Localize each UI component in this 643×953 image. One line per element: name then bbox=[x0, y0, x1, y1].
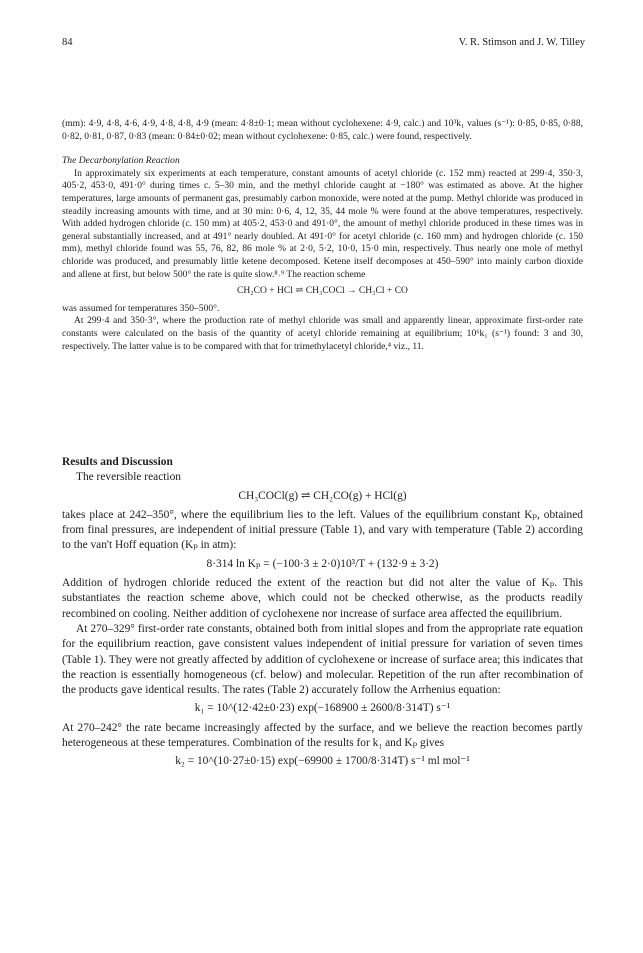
section-heading-decarbonylation: The Decarbonylation Reaction bbox=[62, 155, 180, 167]
page-header bbox=[62, 37, 585, 53]
section-heading-results: Results and Discussion bbox=[62, 456, 173, 468]
running-head-authors: V. R. Stimson and J. W. Tilley bbox=[458, 37, 585, 48]
continued-paragraph: (mm): 4·9, 4·8, 4·6, 4·9, 4·8, 4·8, 4·9 (mean: 4·8±0·1; mean without cyclohexene: 4·9, calc.) and 10³k₁ values (s⁻¹): 0·85, 0·85, 0·88, 0·82, 0·81, 0·87, 0·83 (mean: 0·84±0·02; mean without cyclohexene: 0·85, calc.) were found, respectively. bbox=[62, 118, 583, 142]
rate-equation-k2: k₂ = 10^(10·27±0·15) exp(−69900 ± 1700/8·314T) s⁻¹ ml mol⁻¹ bbox=[175, 755, 470, 768]
page-number: 84 bbox=[62, 37, 73, 48]
results-paragraph-2: Addition of hydrogen chloride reduced the extent of the reaction but did not alter the value of Kₚ. This substantiates the reaction scheme above, which could not be checked otherwise, as the products readily recombined on cooling. Neither addition of cyclohexene nor increase of surface area affected the equilibrium. bbox=[62, 577, 583, 620]
reversible-reaction-equation: CH₃COCl(g) ⇌ CH₂CO(g) + HCl(g) bbox=[238, 489, 407, 502]
reaction-scheme: CH₂CO + HCl ⇌ CH₃COCl → CH₃Cl + CO bbox=[237, 285, 408, 297]
small-text-block bbox=[62, 118, 583, 353]
scheme-note: was assumed for temperatures 350–500°. bbox=[62, 302, 220, 314]
results-paragraph-3: At 270–329° first-order rate constants, obtained both from initial slopes and from the appropriate rate equation for the equilibrium reaction, gave consistent values independent of initial pressure for variation of seven times (Table 1). They were not greatly affected by addition of cyclohexene or increase of surface area; this indicates that the reaction is essentially homogeneous (cf. below) and molecular. Repetition of the run after recombination of the products gave identical results. The rates (Table 2) accurately follow the Arrhenius equation: bbox=[62, 622, 583, 697]
decarbonylation-paragraph-2: At 299·4 and 350·3°, where the production rate of methyl chloride was small and apparently linear, approximate first-order rate constants were calculated on the basis of the quantity of acetyl chloride remaining at equilibrium; 10⁶k₁ (s⁻¹) found: 3 and 30, respectively. The latter value is to be compared with that for trimethylacetyl chloride,⁴ viz., 11. bbox=[62, 315, 583, 352]
results-intro: The reversible reaction bbox=[76, 471, 181, 484]
decarbonylation-paragraph-1: In approximately six experiments at each temperature, constant amounts of acetyl chloride (c. 152 mm) reacted at 299·4, 350·3, 405·2, 453·0, 491·0° during times c. 5–30 min, and the methyl chloride caught at −180° was estimated as above. At the higher temperatures, large amounts of permanent gas, presumably carbon monoxide, were noted at the pump. Methyl chloride was produced in steadily increasing amounts with time, and at 30 min: 0·6, 4, 12, 35, 44 mole % were found at the above temperatures, respectively. With added hydrogen chloride (c. 150 mm) at 405·2, 453·0 and 491·0°, the amount of methyl chloride produced in these times was in general substantially increased, and at 491° nearly doubled. At 491·0° for acetyl chloride (c. 160 mm) and hydrogen chloride (c. 150 mm), methyl chloride found was 55, 76, 82, 86 mole % at 2·0, 5·2, 10·0, 15·0 min, respectively. Thus nearly one mole of methyl chloride was produced, and presumably little ketene decomposed. Ketene itself decomposes at 450–590° into mainly carbon dioxide and allene at first, but below 500° the rate is quite slow.⁸˒⁹ The reaction scheme bbox=[62, 167, 583, 280]
results-paragraph-4: At 270–242° the rate became increasingly affected by the surface, and we believe the reaction becomes partly heterogeneous at these temperatures. Combination of the results for k₁ and Kₚ gives bbox=[62, 721, 583, 750]
vant-hoff-equation: 8·314 ln Kₚ = (−100·3 ± 2·0)10³/T + (132·9 ± 3·2) bbox=[206, 557, 439, 570]
arrhenius-equation-k1: k₁ = 10^(12·42±0·23) exp(−168900 ± 2600/8·314T) s⁻¹ bbox=[194, 702, 451, 715]
results-section bbox=[62, 455, 583, 774]
results-paragraph-1: takes place at 242–350°, where the equilibrium lies to the left. Values of the equilibrium constant Kₚ, obtained from final pressures, are independent of initial pressure (Table 1), and vary with temperature (Table 2) according to the van't Hoff equation (Kₚ in atm): bbox=[62, 508, 583, 552]
